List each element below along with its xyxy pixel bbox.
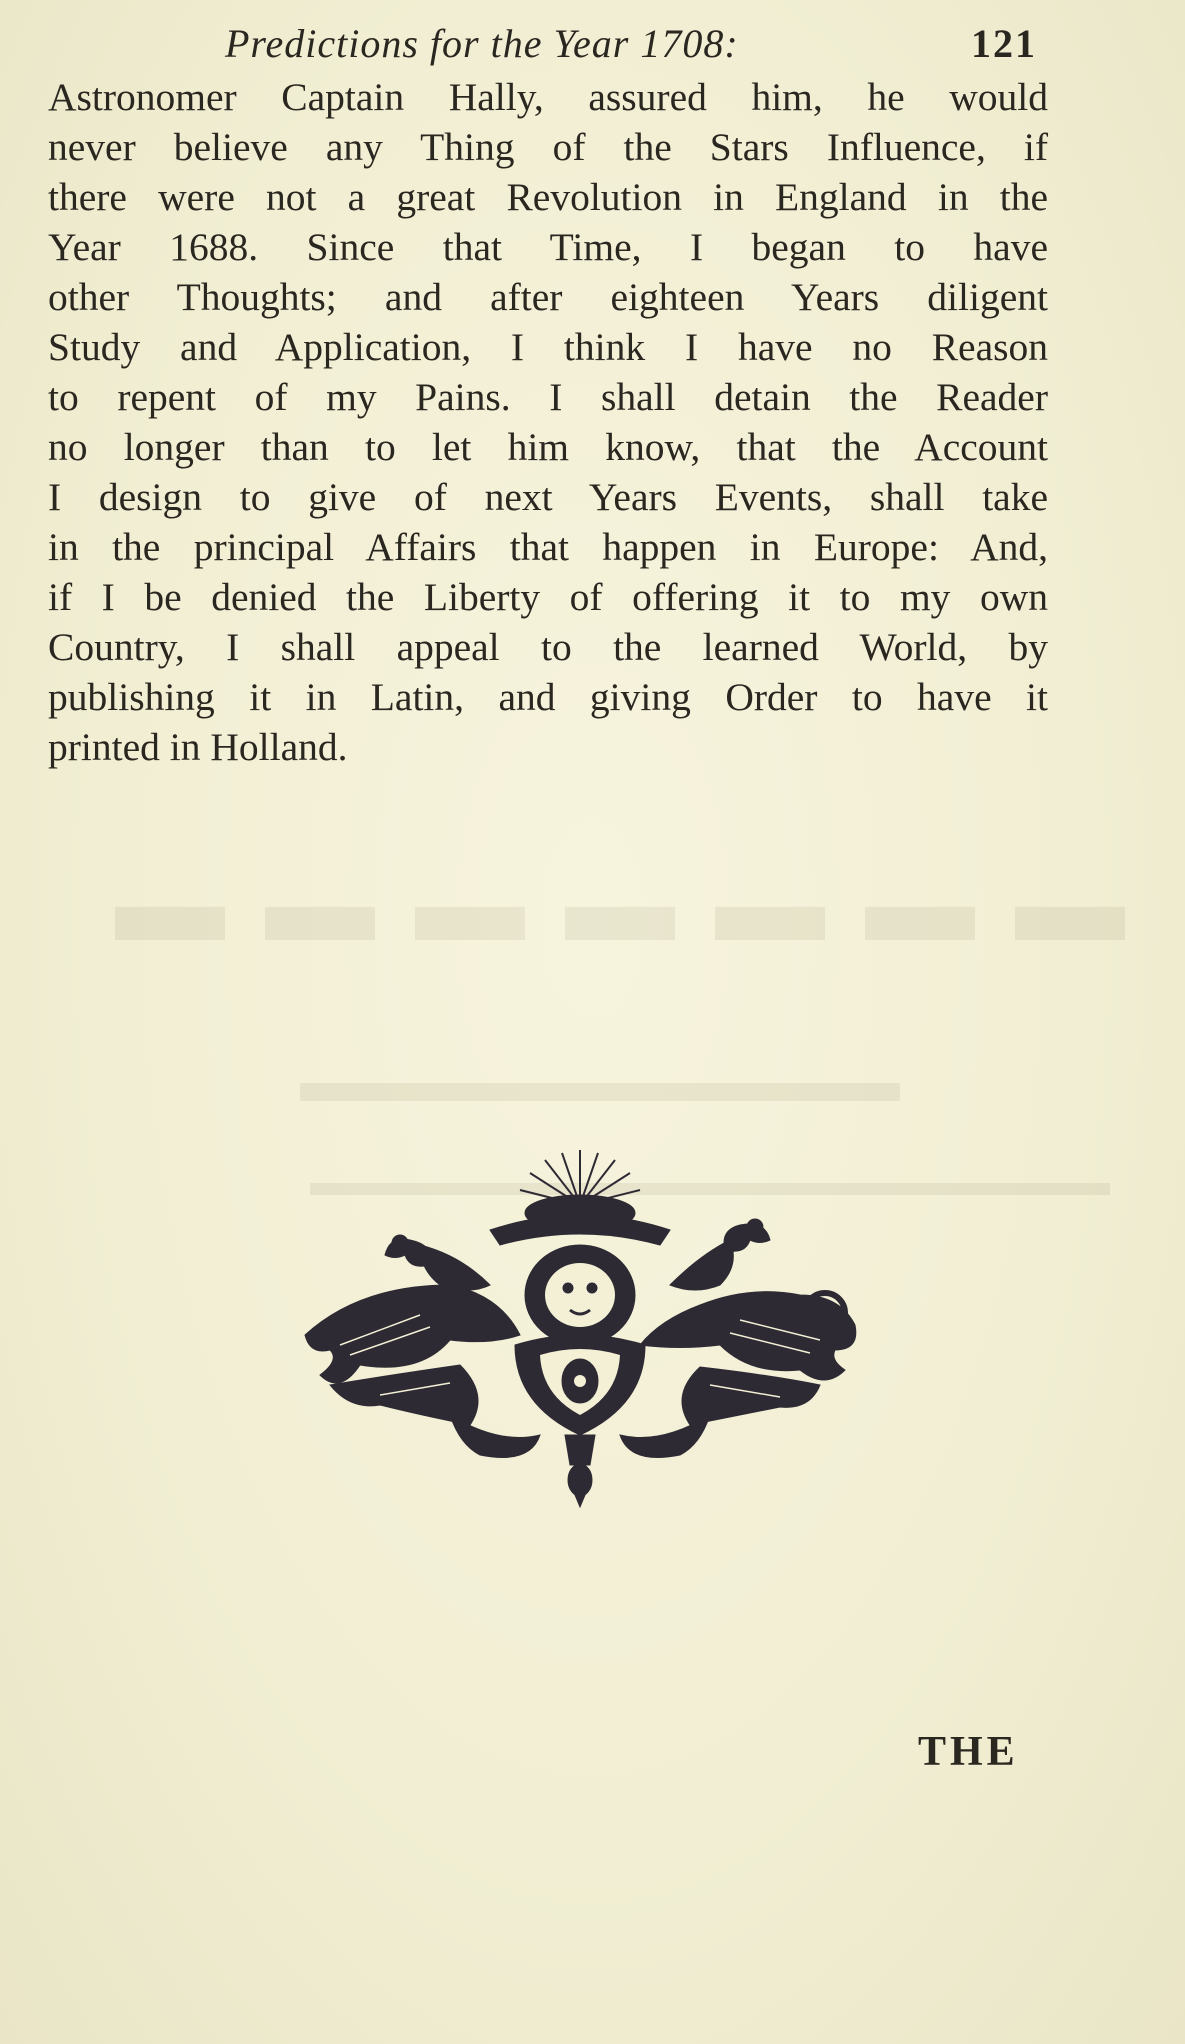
- text-line: to repent of my Pains. I shall detain the Reader: [48, 375, 1048, 419]
- text-line: never believe any Thing of the Stars Influence, if: [48, 125, 1048, 169]
- running-title: Predictions for the Year 1708:: [225, 21, 739, 66]
- text-line: Country, I shall appeal to the learned World, by: [48, 625, 1048, 669]
- page-number: 121: [971, 21, 1037, 66]
- text-line: publishing it in Latin, and giving Order to have it: [48, 675, 1048, 719]
- decorative-tailpiece-icon: [300, 1145, 860, 1510]
- text-line: if I be denied the Liberty of offering it to my own: [48, 575, 1048, 619]
- text-line: printed in Holland.: [48, 725, 348, 769]
- body-text: [48, 72, 1048, 772]
- text-line: no longer than to let him know, that the Account: [48, 425, 1048, 469]
- catchword: THE: [918, 1729, 1019, 1775]
- text-line: in the principal Affairs that happen in Europe: And,: [48, 525, 1048, 569]
- text-line: I design to give of next Years Events, shall take: [48, 475, 1048, 519]
- text-line: Year 1688. Since that Time, I began to have: [48, 225, 1048, 269]
- text-line: there were not a great Revolution in England in the: [48, 175, 1048, 219]
- bleed-through-texture: ▬▬▬▬▬▬▬ ▬▬▬▬▬▬▬▬▬▬ ▬▬▬▬▬▬▬▬▬▬▬▬▬▬▬▬▬▬▬▬: [75, 842, 1125, 1204]
- text-line: Study and Application, I think I have no Reason: [48, 325, 1048, 369]
- text-line: other Thoughts; and after eighteen Years diligent: [48, 275, 1048, 319]
- text-line: Astronomer Captain Hally, assured him, he would: [48, 75, 1048, 119]
- running-header: [0, 14, 1185, 74]
